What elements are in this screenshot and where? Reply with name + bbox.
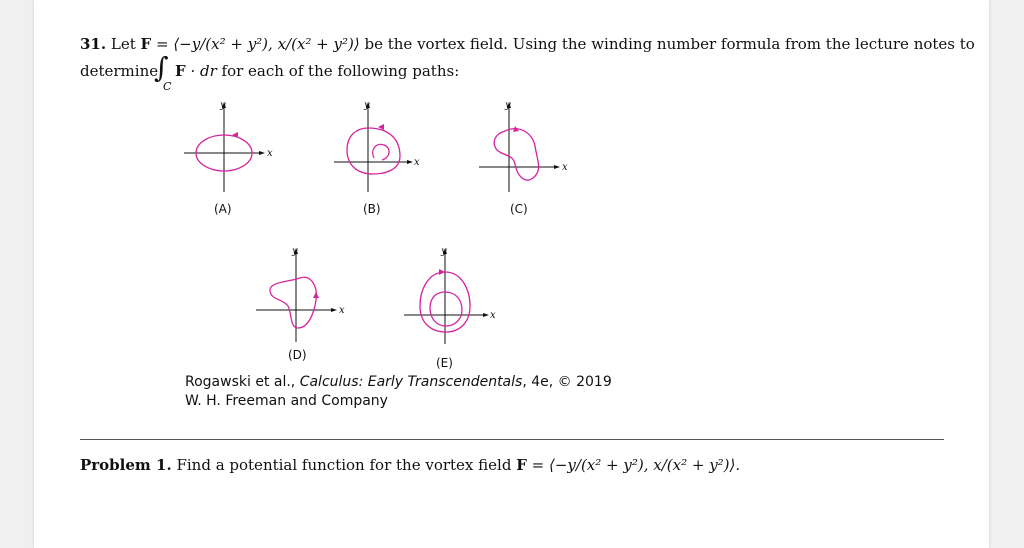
path-curve bbox=[270, 277, 316, 328]
determine-word: determine bbox=[80, 62, 159, 80]
problem-1-field-symbol: F bbox=[516, 456, 527, 474]
figure-c-label: (C) bbox=[510, 202, 528, 216]
problem-1-line bbox=[80, 456, 740, 474]
direction-arrow bbox=[232, 132, 238, 138]
x-axis-arrow bbox=[259, 151, 265, 155]
problem-31-line-1 bbox=[80, 35, 975, 53]
x-axis-arrow bbox=[331, 308, 337, 312]
integrand-field: F bbox=[175, 62, 186, 80]
field-symbol: F bbox=[140, 35, 152, 53]
credit-line-1 bbox=[185, 373, 612, 392]
y-axis-label: y bbox=[441, 246, 447, 257]
integral-sign: ∫ bbox=[154, 51, 169, 84]
problem-31-text-1: be the vortex field. Using the winding number formula from the lecture notes to bbox=[364, 35, 975, 53]
x-axis-arrow bbox=[554, 165, 560, 169]
integrand-dr: · dr bbox=[190, 62, 217, 80]
x-axis-label: x bbox=[339, 305, 345, 316]
section-divider bbox=[80, 439, 944, 440]
integral-subscript: C bbox=[163, 80, 172, 93]
problem-1-text: Find a potential function for the vortex field bbox=[176, 456, 512, 474]
credit-authors: Rogawski et al., bbox=[185, 374, 300, 390]
x-axis-label: x bbox=[562, 162, 568, 173]
credit-book-title: Calculus: Early Transcendentals bbox=[299, 374, 523, 390]
figure-b-label: (B) bbox=[363, 202, 381, 216]
figure-d-label: (D) bbox=[288, 348, 307, 362]
y-axis-label: y bbox=[505, 100, 511, 111]
let-word: Let bbox=[110, 35, 136, 53]
figure-a-label: (A) bbox=[214, 202, 232, 216]
figure-b bbox=[330, 98, 430, 198]
y-axis-label: y bbox=[220, 100, 226, 111]
credit-line-2: W. H. Freeman and Company bbox=[185, 393, 388, 409]
problem-31-text-2: for each of the following paths: bbox=[221, 62, 460, 80]
path-curve bbox=[347, 128, 400, 174]
field-expression: = ⟨−y/(x² + y²), x/(x² + y²)⟩ bbox=[155, 35, 360, 53]
x-axis-label: x bbox=[267, 148, 273, 159]
problem-number: 31. bbox=[80, 35, 107, 53]
x-axis-label: x bbox=[490, 310, 496, 321]
x-axis-arrow bbox=[483, 313, 489, 317]
problem-1-field-expression: = ⟨−y/(x² + y²), x/(x² + y²)⟩. bbox=[531, 456, 741, 474]
figure-a bbox=[180, 98, 280, 198]
problem-31-line-2-prefix bbox=[80, 62, 158, 80]
direction-arrow bbox=[439, 269, 445, 275]
problem-1-label: Problem 1. bbox=[80, 456, 172, 474]
problem-31-line-2-rest bbox=[175, 62, 459, 80]
x-axis-arrow bbox=[407, 160, 413, 164]
document-page bbox=[34, 0, 989, 548]
credit-edition: , 4e, © 2019 bbox=[522, 374, 612, 390]
y-axis-label: y bbox=[364, 100, 370, 111]
figure-d bbox=[252, 244, 352, 349]
figure-c bbox=[475, 98, 575, 198]
figure-e bbox=[400, 244, 500, 354]
x-axis-label: x bbox=[414, 157, 420, 168]
y-axis-label: y bbox=[292, 246, 298, 257]
path-curve bbox=[494, 129, 538, 180]
direction-arrow bbox=[313, 292, 319, 298]
figure-e-label: (E) bbox=[436, 356, 453, 370]
path-curve-inner bbox=[430, 292, 462, 326]
